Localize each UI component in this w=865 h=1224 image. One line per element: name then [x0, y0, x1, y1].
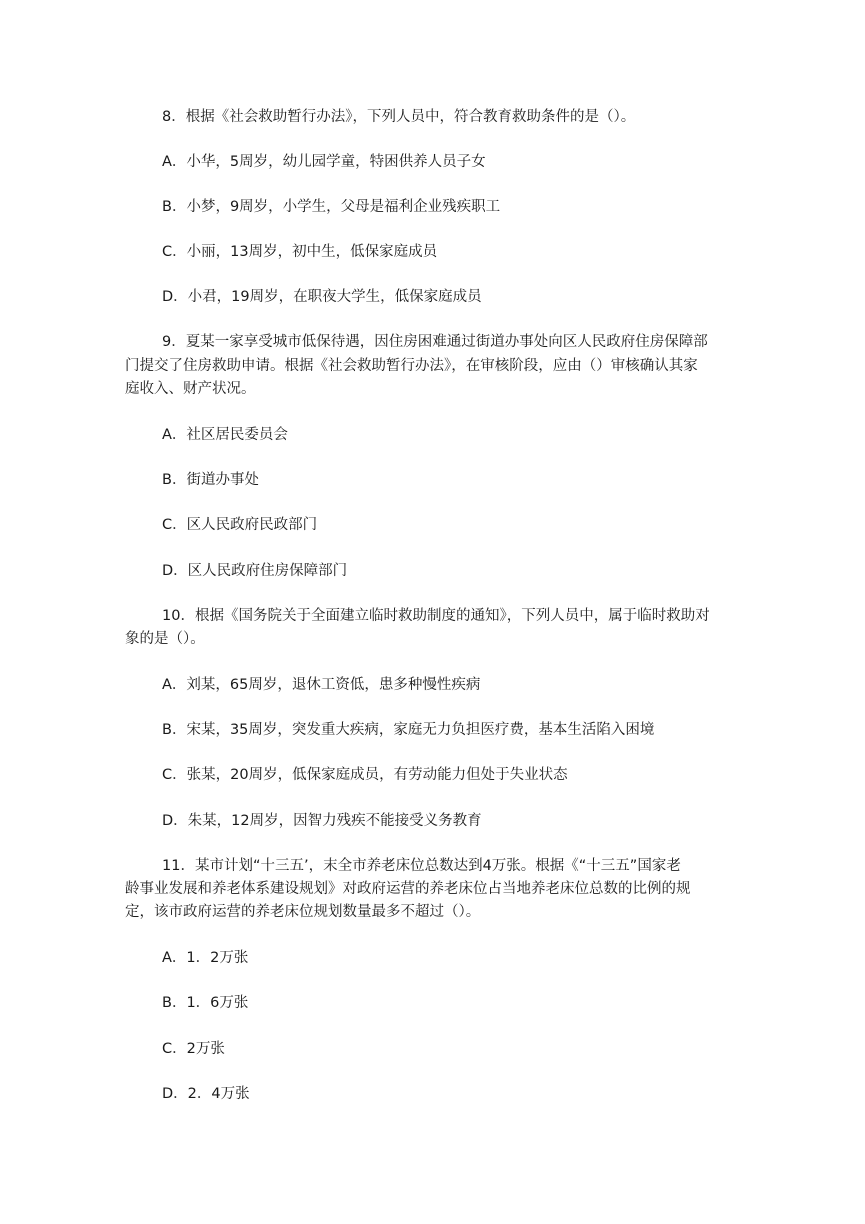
- question-9-option-d: D．区人民政府住房保障部门: [162, 563, 348, 579]
- question-10-option-b: B．宋某，35周岁，突发重大疾病，家庭无力负担医疗费，基本生活陷入困境: [162, 722, 655, 738]
- question-9-option-c: C．区人民政府民政部门: [162, 517, 318, 533]
- question-9-option-a: A．社区居民委员会: [162, 427, 288, 443]
- question-9-stem-line-2: 门提交了住房救助申请。根据《社会救助暂行办法》，在审核阶段，应由（）审核确认其家: [125, 358, 698, 374]
- question-9-option-b: B．街道办事处: [162, 472, 259, 488]
- question-11-option-c: C．2万张: [162, 1041, 225, 1057]
- question-8-stem: 8．根据《社会救助暂行办法》，下列人员中，符合教育救助条件的是（）。: [162, 109, 636, 125]
- question-10-stem-line-1: 10．根据《国务院关于全面建立临时救助制度的通知》，下列人员中，属于临时救助对: [162, 608, 710, 624]
- question-11-stem-line-1: 11．某市计划“十三五’，末全市养老床位总数达到4万张。根据《“十三五”国家老: [162, 858, 681, 874]
- question-10-option-a: A．刘某，65周岁，退休工资低，患多种慢性疾病: [162, 677, 481, 693]
- question-9-stem-line-1: 9．夏某一家享受城市低保待遇，因住房困难通过街道办事处向区人民政府住房保障部: [162, 334, 708, 350]
- question-10-stem-line-2: 象的是（）。: [125, 631, 205, 647]
- question-8-option-a: A．小华，5周岁，幼儿园学童，特困供养人员子女: [162, 154, 486, 170]
- question-8-option-d: D．小君，19周岁，在职夜大学生，低保家庭成员: [162, 289, 482, 305]
- question-11-stem-line-3: 定，该市政府运营的养老床位规划数量最多不超过（）。: [125, 904, 481, 920]
- question-11-stem-line-2: 龄事业发展和养老体系建设规划》对政府运营的养老床位占当地养老床位总数的比例的规: [125, 881, 691, 897]
- question-11-option-d: D．2．4万张: [162, 1086, 250, 1102]
- question-10-option-c: C．张某，20周岁，低保家庭成员，有劳动能力但处于失业状态: [162, 767, 568, 783]
- question-11-option-b: B．1．6万张: [162, 995, 249, 1011]
- question-10-option-d: D．朱某，12周岁，因智力残疾不能接受义务教育: [162, 813, 482, 829]
- question-9-stem-line-3: 庭收入、财产状况。: [125, 381, 256, 397]
- question-8-option-b: B．小梦，9周岁，小学生，父母是福利企业残疾职工: [162, 199, 501, 215]
- question-8-option-c: C．小丽，13周岁，初中生，低保家庭成员: [162, 244, 438, 260]
- question-11-option-a: A．1．2万张: [162, 950, 249, 966]
